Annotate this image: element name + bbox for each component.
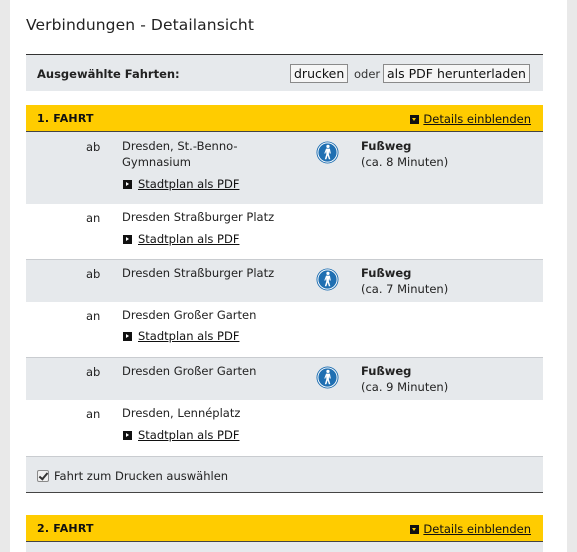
details-toggle-link[interactable]: Details einblenden (410, 522, 531, 536)
direction-label: ab (86, 267, 101, 281)
stop-name: Dresden Großer Garten (122, 364, 257, 378)
select-trip-row (26, 456, 543, 492)
map-pdf-link[interactable]: Stadtplan als PDF (123, 329, 239, 343)
print-bar-label: Ausgewählte Fahrten: (37, 67, 180, 81)
walk-icon (316, 141, 339, 164)
page (10, 0, 567, 552)
stop-name: Dresden Straßburger Platz (122, 210, 275, 224)
transport-mode: Fußweg (ca. 7 Minuten) (361, 266, 449, 296)
leg-2-arrival-row (26, 302, 543, 357)
print-button[interactable]: drucken (290, 64, 348, 83)
stop-name: Dresden, St.-Benno- Gymnasium (122, 139, 238, 169)
trip-header-1 (26, 105, 543, 132)
leg-1-departure-row (26, 132, 543, 204)
trip-header-2 (26, 515, 543, 542)
divider (26, 492, 543, 493)
arrow-right-icon (123, 235, 132, 244)
stop-name: Dresden Großer Garten (122, 308, 257, 322)
transport-mode: Fußweg (ca. 8 Minuten) (361, 139, 449, 169)
stop-name: Dresden, Lennéplatz (122, 406, 241, 420)
download-pdf-button[interactable]: als PDF herunterladen (383, 64, 530, 83)
map-pdf-link[interactable]: Stadtplan als PDF (123, 428, 239, 442)
leg-1-arrival-row (26, 204, 543, 259)
trip-title: 2. FAHRT (37, 522, 94, 535)
direction-label: an (86, 211, 101, 225)
direction-label: ab (86, 365, 101, 379)
trip-title: 1. FAHRT (37, 112, 94, 125)
select-trip-label[interactable]: Fahrt zum Drucken auswählen (54, 469, 229, 483)
print-bar (26, 54, 543, 91)
arrow-right-icon (123, 180, 132, 189)
map-pdf-link[interactable]: Stadtplan als PDF (123, 232, 239, 246)
stop-name: Dresden Straßburger Platz (122, 266, 275, 280)
leg-2-departure-row (26, 259, 543, 302)
walk-icon (316, 268, 339, 291)
arrow-right-icon (123, 332, 132, 341)
transport-mode: Fußweg (ca. 9 Minuten) (361, 364, 449, 394)
select-trip-checkbox[interactable] (37, 470, 49, 482)
trip-2-first-row (26, 542, 543, 552)
arrow-right-icon (123, 431, 132, 440)
leg-3-arrival-row (26, 400, 543, 456)
page-title: Verbindungen - Detailansicht (26, 16, 254, 34)
expand-arrow-icon (410, 525, 419, 534)
details-toggle-link[interactable]: Details einblenden (410, 112, 531, 126)
walk-icon (316, 366, 339, 389)
direction-label: an (86, 309, 101, 323)
expand-arrow-icon (410, 115, 419, 124)
or-text: oder (354, 67, 381, 81)
direction-label: an (86, 407, 101, 421)
direction-label: ab (86, 140, 101, 154)
map-pdf-link[interactable]: Stadtplan als PDF (123, 177, 239, 191)
leg-3-departure-row (26, 357, 543, 400)
